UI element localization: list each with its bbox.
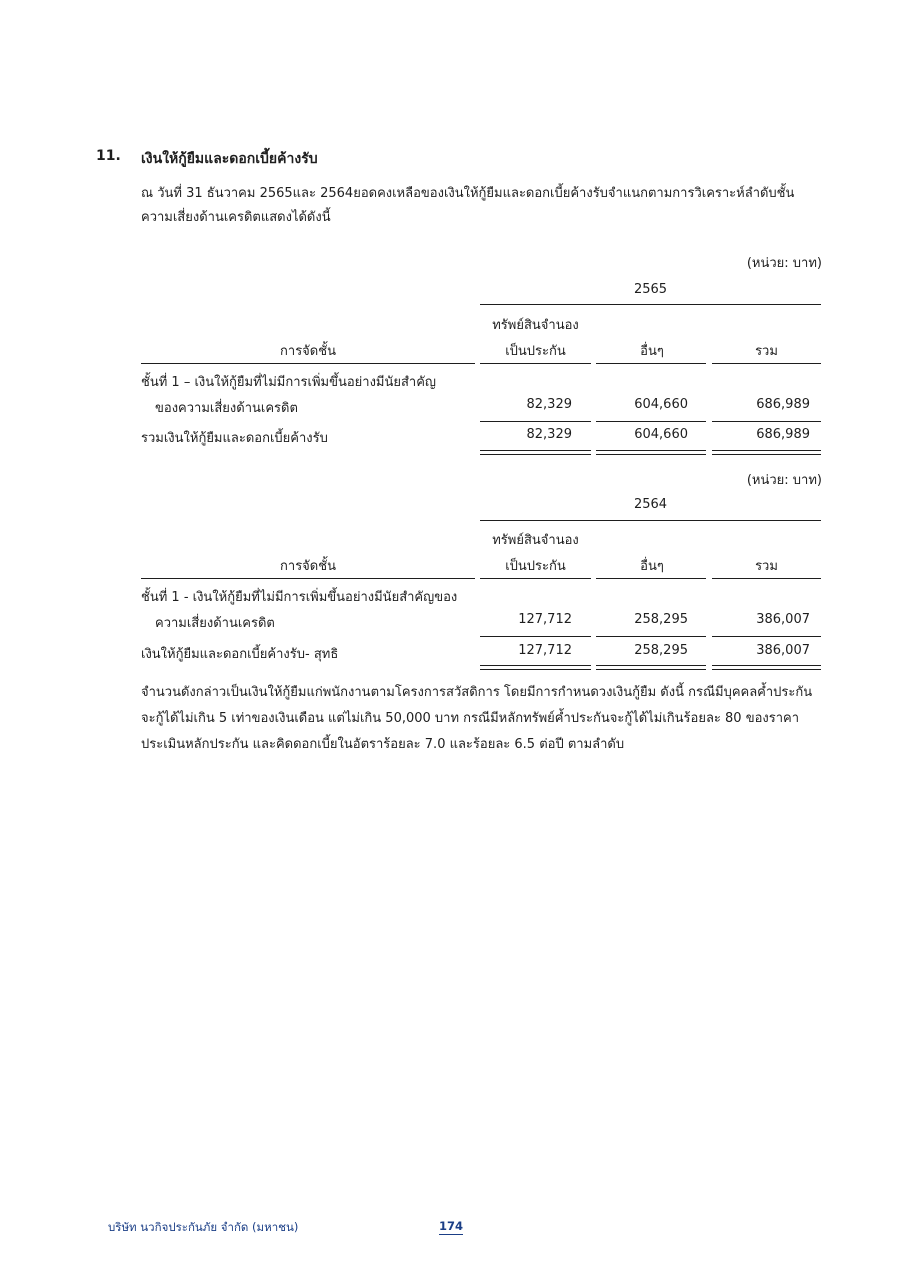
header-rule (596, 363, 706, 364)
header-rule (712, 363, 821, 364)
section-title: เงินให้กู้ยืมและดอกเบี้ยค้างรับ (141, 151, 318, 167)
cell-total: 686,989 (756, 397, 810, 412)
total-double-rule (596, 450, 706, 455)
intro-line: ความเสี่ยงด้านเครดิตแสดงได้ดังนี้ (141, 210, 331, 225)
total-label: รวมเงินให้กู้ยืมและดอกเบี้ยค้างรับ (141, 431, 328, 446)
cell-collateral: 82,329 (526, 397, 572, 412)
subtotal-rule (596, 421, 706, 422)
col-other: อื่นๆ (640, 344, 664, 359)
cell-total: 386,007 (756, 612, 810, 627)
total-double-rule (480, 450, 591, 455)
subtotal-rule (480, 421, 591, 422)
col-total: รวม (755, 344, 778, 359)
total-label: เงินให้กู้ยืมและดอกเบี้ยค้างรับ- สุทธิ (141, 647, 339, 662)
total-double-rule (712, 450, 821, 455)
total-total: 386,007 (756, 643, 810, 658)
year-underline (480, 304, 821, 305)
header-rule (596, 578, 706, 579)
footer-company-name: บริษัท นวกิจประกันภัย จำกัด (มหาชน) (108, 1220, 299, 1234)
cell-other: 258,295 (634, 612, 688, 627)
cell-collateral: 127,712 (518, 612, 572, 627)
total-double-rule (712, 665, 821, 670)
header-rule (141, 363, 475, 364)
year-underline (480, 520, 821, 521)
footer-page-number: 174 (439, 1219, 464, 1233)
row-label-line1: ชั้นที่ 1 - เงินให้กู้ยืมที่ไม่มีการเพิ่มขึ้นอย่างมีนัยสำคัญของ (141, 590, 458, 605)
cell-other: 604,660 (634, 397, 688, 412)
total-other: 258,295 (634, 643, 688, 658)
subtotal-rule (712, 636, 821, 637)
total-collateral: 127,712 (518, 643, 572, 658)
row-label-line2: ความเสี่ยงด้านเครดิต (155, 616, 275, 631)
col-classification: การจัดชั้น (280, 559, 336, 574)
header-rule (480, 578, 591, 579)
header-rule (480, 363, 591, 364)
col-collateral-line2: เป็นประกัน (505, 344, 566, 359)
header-rule (712, 578, 821, 579)
intro-line: ณ วันที่ 31 ธันวาคม 2565และ 2564ยอดคงเหลือของเงินให้กู้ยืมและดอกเบี้ยค้างรับจำแนกตามการวิเคราะห์ลำดับชั้น (141, 186, 795, 201)
col-collateral-line2: เป็นประกัน (505, 559, 566, 574)
total-double-rule (596, 665, 706, 670)
unit-label: (หน่วย: บาท) (746, 473, 822, 488)
col-classification: การจัดชั้น (280, 344, 336, 359)
year-header: 2565 (633, 282, 668, 297)
subtotal-rule (596, 636, 706, 637)
intro-paragraph (141, 182, 831, 230)
col-collateral-line1: ทรัพย์สินจำนอง (492, 318, 579, 333)
total-collateral: 82,329 (526, 427, 572, 442)
note-line: จะกู้ได้ไม่เกิน 5 เท่าของเงินเดือน แต่ไม่เกิน 50,000 บาท กรณีมีหลักทรัพย์ค้ำประกันจะกู้ได้ไม่เกินร้อยละ 80 ของราคา (141, 711, 800, 726)
subtotal-rule (480, 636, 591, 637)
subtotal-rule (712, 421, 821, 422)
col-total: รวม (755, 559, 778, 574)
unit-label: (หน่วย: บาท) (746, 256, 822, 271)
total-double-rule (480, 665, 591, 670)
row-label-line2: ของความเสี่ยงด้านเครดิต (155, 401, 298, 416)
col-other: อื่นๆ (640, 559, 664, 574)
section-number: 11. (96, 148, 121, 164)
note-line: จำนวนดังกล่าวเป็นเงินให้กู้ยืมแก่พนักงานตามโครงการสวัสดิการ โดยมีการกำหนดวงเงินกู้ยืม ดังนี้ กรณีมีบุคคลค้ำประกัน (141, 685, 813, 700)
note-paragraph (141, 680, 831, 758)
header-rule (141, 578, 475, 579)
year-header: 2564 (633, 497, 668, 512)
row-label-line1: ชั้นที่ 1 – เงินให้กู้ยืมที่ไม่มีการเพิ่มขึ้นอย่างมีนัยสำคัญ (141, 375, 437, 390)
total-other: 604,660 (634, 427, 688, 442)
total-total: 686,989 (756, 427, 810, 442)
col-collateral-line1: ทรัพย์สินจำนอง (492, 533, 579, 548)
note-line: ประเมินหลักประกัน และคิดดอกเบี้ยในอัตราร้อยละ 7.0 และร้อยละ 6.5 ต่อปี ตามลำดับ (141, 737, 625, 752)
